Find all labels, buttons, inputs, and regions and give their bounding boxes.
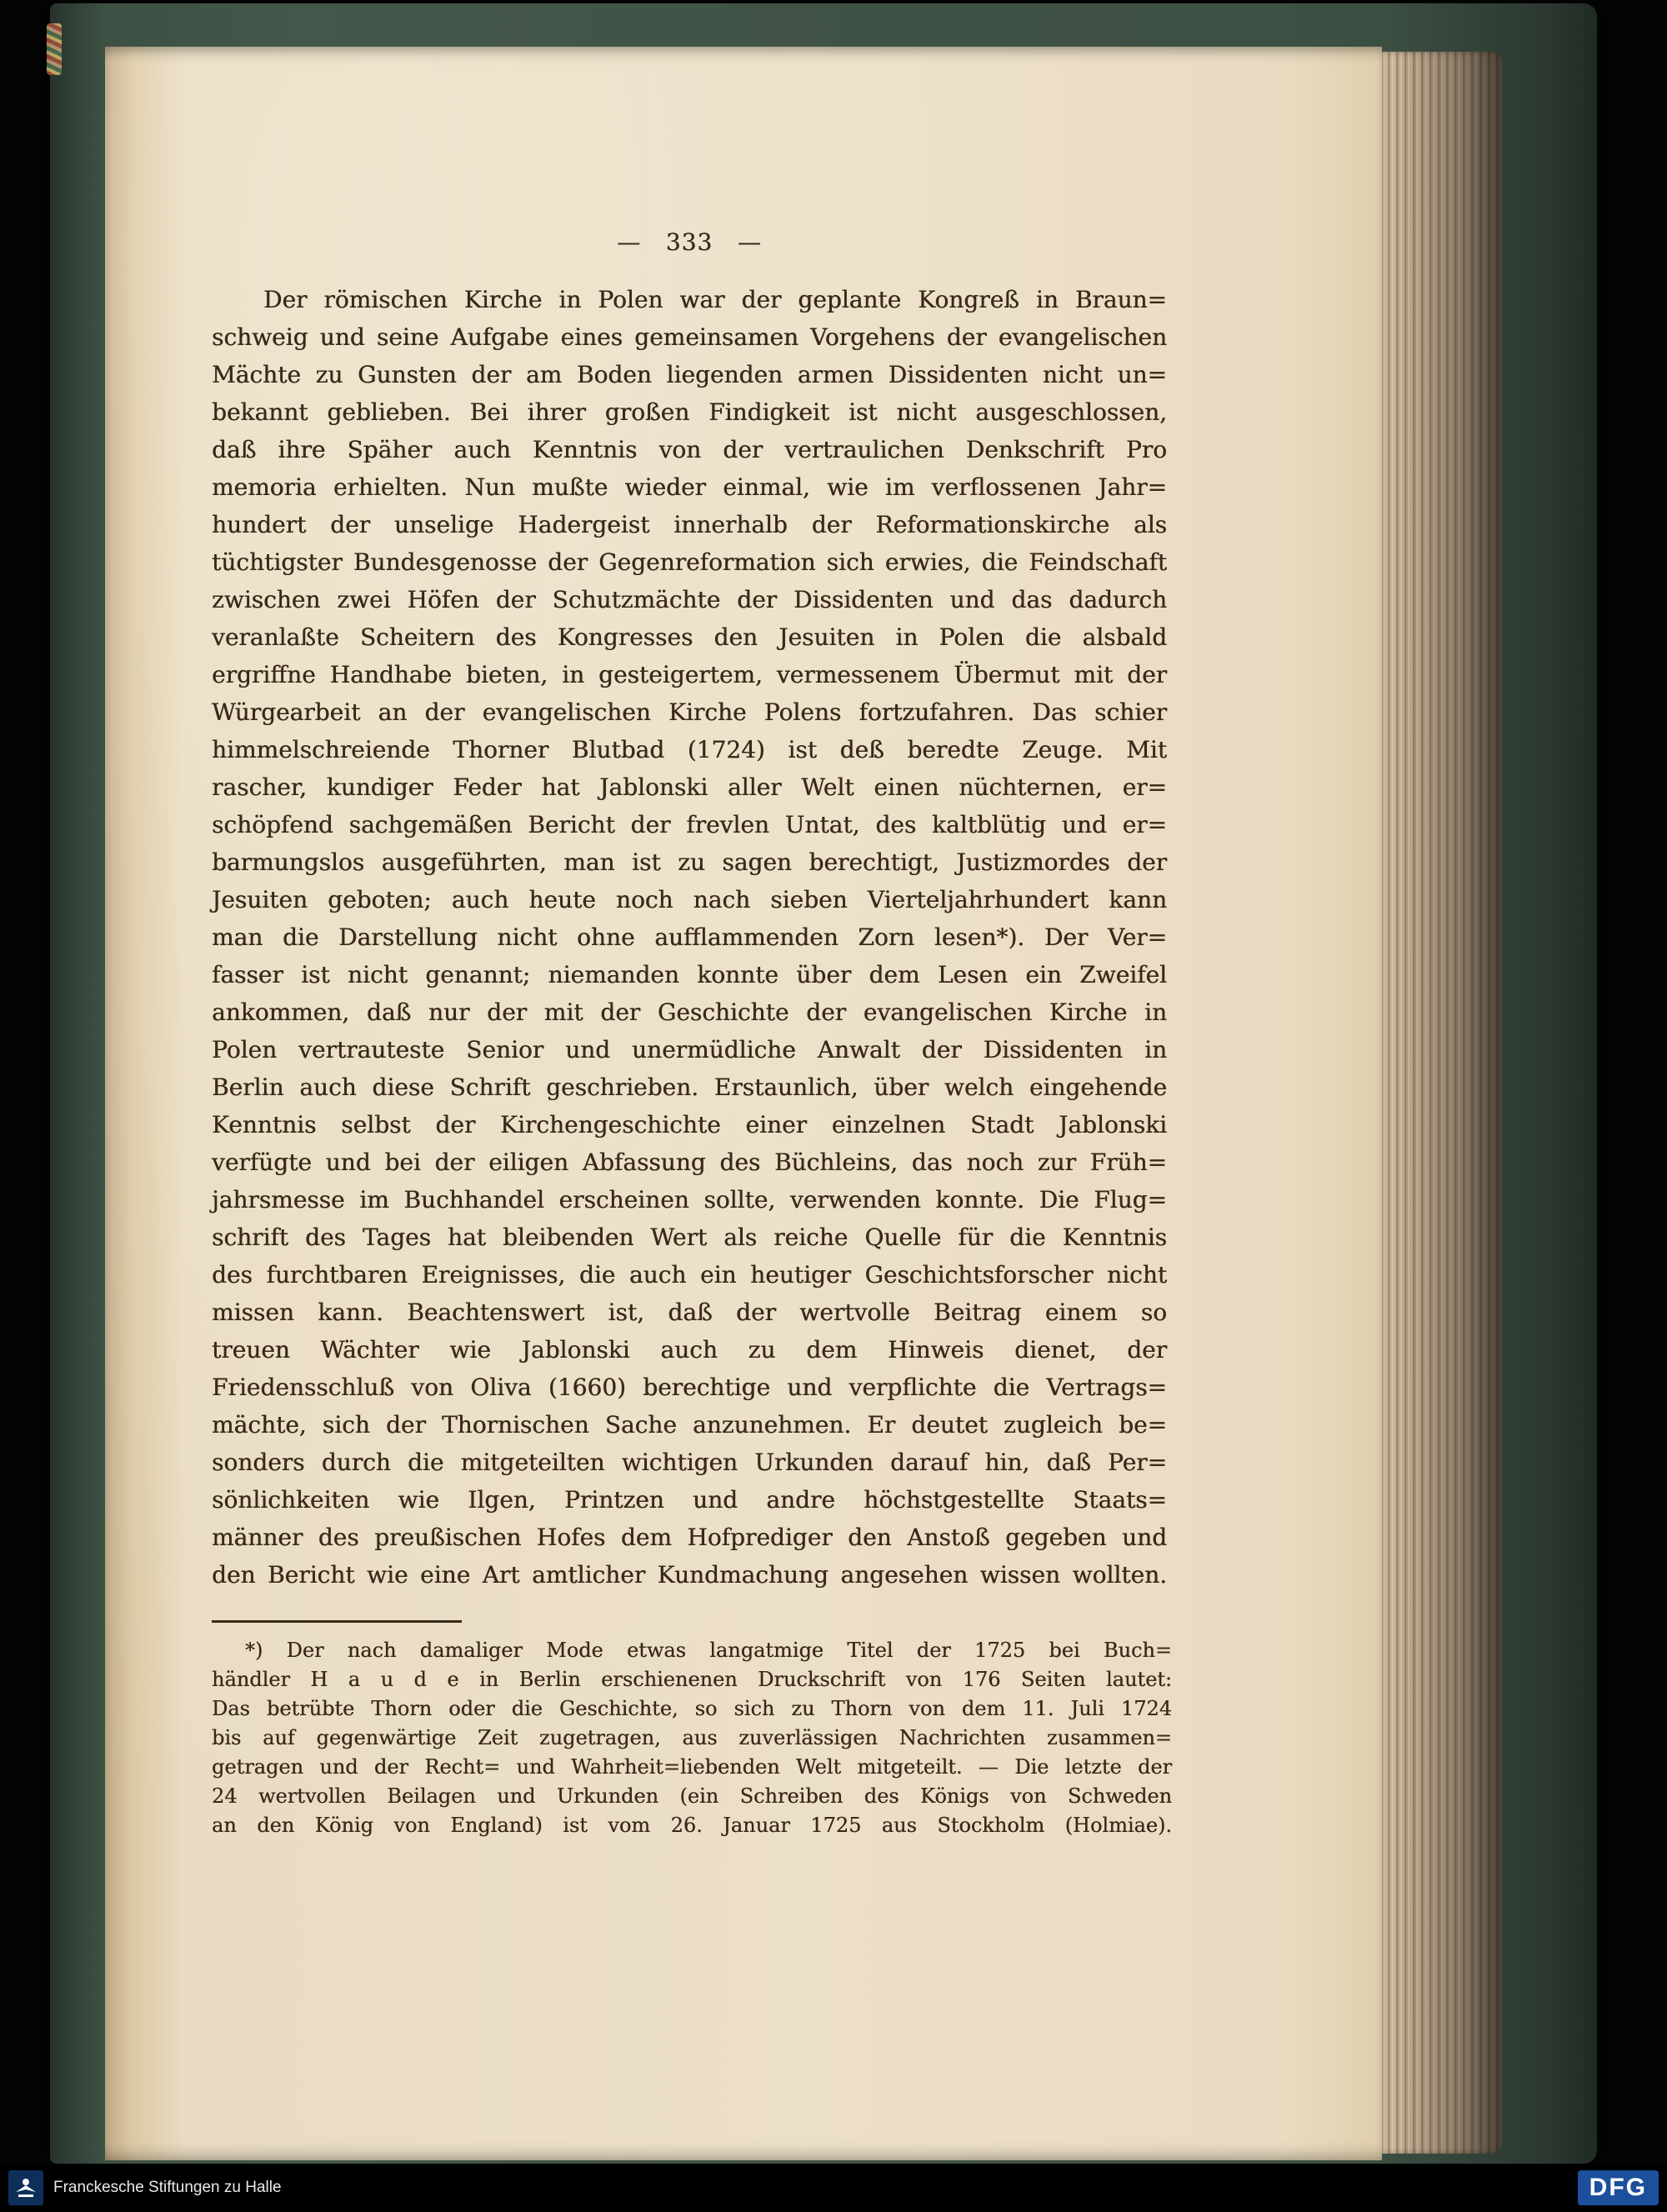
main-text <box>212 281 1167 1594</box>
text-line: jahrsmesse im Buchhandel erscheinen sollte, verwenden konnte. Die Flug= <box>212 1186 1167 1214</box>
page-edges <box>1377 52 1502 2154</box>
text-line: 24 wertvollen Beilagen und Urkunden (ein Schreiben des Königs von Schweden <box>212 1784 1172 1808</box>
text-line: missen kann. Beachtenswert ist, daß der wertvolle Beitrag einem so <box>212 1299 1167 1326</box>
text-line: zwischen zwei Höfen der Schutzmächte der Dissidenten und das dadurch <box>212 586 1167 613</box>
text-line: fasser ist nicht genannt; niemanden konnte über dem Lesen ein Zweifel <box>212 961 1167 988</box>
page-number: — 333 — <box>617 228 762 256</box>
text-line: bekannt geblieben. Bei ihrer großen Findigkeit ist nicht ausgeschlossen, <box>212 398 1167 426</box>
text-line: schrift des Tages hat bleibenden Wert als reiche Quelle für die Kenntnis <box>212 1224 1167 1251</box>
text-line: hundert der unselige Hadergeist innerhalb der Reformationskirche als <box>212 511 1167 538</box>
text-line: händler H a u d e in Berlin erschienenen Druckschrift von 176 Seiten lautet: <box>212 1668 1172 1691</box>
text-line: getragen und der Recht= und Wahrheit=liebenden Welt mitgeteilt. — Die letzte der <box>212 1755 1172 1779</box>
dfg-logo: DFG <box>1578 2170 1659 2205</box>
text-line: des furchtbaren Ereignisses, die auch ein heutiger Geschichtsforscher nicht <box>212 1261 1167 1289</box>
text-line: barmungslos ausgeführten, man ist zu sagen berechtigt, Justizmordes der <box>212 848 1167 876</box>
viewer-footer <box>0 2164 1667 2212</box>
text-line: an den König von England) ist vom 26. Januar 1725 aus Stockholm (Holmiae). <box>212 1814 1172 1837</box>
text-line: ergriffne Handhabe bieten, in gesteigertem, vermessenem Übermut mit der <box>212 661 1167 688</box>
text-line: daß ihre Späher auch Kenntnis von der vertraulichen Denkschrift Pro <box>212 436 1167 463</box>
text-line: tüchtigster Bundesgenosse der Gegenreformation sich erwies, die Feindschaft <box>212 548 1167 576</box>
library-label: Franckesche Stiftungen zu Halle <box>53 2179 282 2196</box>
text-line: *) Der nach damaliger Mode etwas langatmige Titel der 1725 bei Buch= <box>245 1639 1172 1662</box>
text-line: veranlaßte Scheitern des Kongresses den Jesuiten in Polen die alsbald <box>212 623 1167 651</box>
text-line: sönlichkeiten wie Ilgen, Printzen und andre höchstgestellte Staats= <box>212 1486 1167 1514</box>
text-line: Berlin auch diese Schrift geschrieben. Erstaunlich, über welch eingehende <box>212 1073 1167 1101</box>
text-line: Friedensschluß von Oliva (1660) berechtige und verpflichte die Vertrags= <box>212 1374 1167 1401</box>
francke-foundations-logo-icon <box>8 2170 43 2205</box>
text-line: Mächte zu Gunsten der am Boden liegenden armen Dissidenten nicht un= <box>212 361 1167 388</box>
text-line: Polen vertrauteste Senior und unermüdliche Anwalt der Dissidenten in <box>212 1036 1167 1063</box>
text-line: Würgearbeit an der evangelischen Kirche Polens fortzufahren. Das schier <box>212 698 1167 726</box>
text-line: mächte, sich der Thornischen Sache anzunehmen. Er deutet zugleich be= <box>212 1411 1167 1439</box>
text-line: Jesuiten geboten; auch heute noch nach sieben Vierteljahrhundert kann <box>212 886 1167 913</box>
text-line: Kenntnis selbst der Kirchengeschichte einer einzelnen Stadt Jablonski <box>212 1111 1167 1139</box>
text-line: rascher, kundiger Feder hat Jablonski aller Welt einen nüchternen, er= <box>212 773 1167 801</box>
text-line: himmelschreiende Thorner Blutbad (1724) ist deß beredte Zeuge. Mit <box>212 736 1167 763</box>
text-line: verfügte und bei der eiligen Abfassung des Büchleins, das noch zur Früh= <box>212 1149 1167 1176</box>
book-page <box>105 47 1382 2160</box>
text-line: Der römischen Kirche in Polen war der geplante Kongreß in Braun= <box>263 286 1167 313</box>
text-line: memoria erhielten. Nun mußte wieder einmal, wie im verflossenen Jahr= <box>212 473 1167 501</box>
text-line: man die Darstellung nicht ohne aufflammenden Zorn lesen*). Der Ver= <box>212 923 1167 951</box>
text-line: ankommen, daß nur der mit der Geschichte der evangelischen Kirche in <box>212 998 1167 1026</box>
marbled-edge <box>47 23 62 75</box>
footnote-text <box>212 1636 1172 1840</box>
text-line: männer des preußischen Hofes dem Hofprediger den Anstoß gegeben und <box>212 1524 1167 1551</box>
footnote-separator <box>212 1620 462 1623</box>
library-credit <box>8 2170 282 2205</box>
text-line: schweig und seine Aufgabe eines gemeinsamen Vorgehens der evangelischen <box>212 323 1167 351</box>
text-line: Das betrübte Thorn oder die Geschichte, so sich zu Thorn von dem 11. Juli 1724 <box>212 1697 1172 1720</box>
text-line: sonders durch die mitgeteilten wichtigen Urkunden darauf hin, daß Per= <box>212 1449 1167 1476</box>
text-line: bis auf gegenwärtige Zeit zugetragen, aus zuverlässigen Nachrichten zusammen= <box>212 1726 1172 1749</box>
text-line: schöpfend sachgemäßen Bericht der frevlen Untat, des kaltblütig und er= <box>212 811 1167 838</box>
text-line: den Bericht wie eine Art amtlicher Kundmachung angesehen wissen wollten. <box>212 1561 1167 1589</box>
text-line: treuen Wächter wie Jablonski auch zu dem Hinweis dienet, der <box>212 1336 1167 1364</box>
